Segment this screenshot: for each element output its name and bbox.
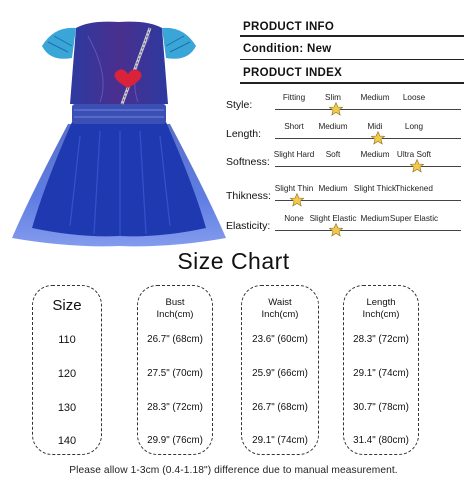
divider [240, 59, 464, 60]
attribute-option: Medium [318, 184, 348, 193]
waist-header-unit: Inch(cm) [261, 309, 299, 320]
product-info-heading: PRODUCT INFO [243, 21, 335, 33]
attribute-option: Super Elastic [389, 214, 439, 223]
attribute-option: Thickened [395, 184, 433, 193]
attribute-option: Medium [360, 93, 390, 102]
attribute-scale-line [275, 166, 461, 167]
dress-image [10, 6, 228, 248]
size-header: Size [52, 297, 82, 314]
attribute-option: Loose [402, 93, 426, 102]
attribute-option: Medium [360, 150, 390, 159]
bust-header-title: Bust [165, 297, 185, 308]
attribute-option: Soft [325, 150, 341, 159]
attribute-option: Slight Elastic [309, 214, 357, 223]
measurement-footnote: Please allow 1-3cm (0.4-1.18") difference due to manual measurement. [69, 465, 398, 476]
attribute-scale-line [275, 138, 461, 139]
star-icon [290, 193, 304, 207]
size-cell: 140 [57, 435, 77, 447]
condition-text: Condition: New [243, 43, 332, 55]
length-cell: 29.1" (74cm) [353, 368, 409, 379]
attribute-label: Thikness: [226, 190, 271, 202]
attribute-scale-line [275, 230, 461, 231]
size-column-card [32, 285, 102, 455]
waist-cell: 26.7" (68cm) [252, 402, 308, 413]
attribute-option: Ultra Soft [396, 150, 432, 159]
size-cell: 110 [58, 334, 76, 346]
divider [240, 82, 464, 84]
attribute-option: Medium [318, 122, 348, 131]
bust-cell: 28.3" (72cm) [147, 402, 203, 413]
attribute-label: Length: [226, 128, 262, 140]
bust-cell: 29.9" (76cm) [147, 435, 203, 446]
size-cell: 130 [57, 402, 77, 414]
attribute-label: Style: [226, 99, 253, 111]
length-header-unit: Inch(cm) [362, 309, 400, 320]
attribute-scale-line [275, 109, 461, 110]
waist-cell: 29.1" (74cm) [252, 435, 308, 446]
length-column-card [343, 285, 419, 455]
waist-column-card [241, 285, 319, 455]
attribute-option: Slight Hard [273, 150, 315, 159]
attribute-label: Softness: [226, 156, 270, 168]
waist-cell: 25.9" (66cm) [252, 368, 308, 379]
attribute-option: Fitting [282, 93, 306, 102]
attribute-option: Slim [325, 93, 341, 102]
attribute-label: Elasticity: [226, 220, 271, 232]
bust-cell: 26.7" (68cm) [147, 334, 203, 345]
attribute-option: Long [404, 122, 424, 131]
bust-column-card [137, 285, 213, 455]
length-cell: 28.3" (72cm) [353, 334, 409, 345]
divider [240, 35, 464, 37]
waist-cell: 23.6" (60cm) [252, 334, 308, 345]
star-icon [329, 102, 343, 116]
size-cell: 120 [57, 368, 77, 380]
attribute-option: Medium [360, 214, 390, 223]
bust-header-unit: Inch(cm) [156, 309, 194, 320]
star-icon [371, 131, 385, 145]
bust-cell: 27.5" (70cm) [147, 368, 203, 379]
length-cell: 30.7" (78cm) [353, 402, 409, 413]
attribute-option: None [284, 214, 304, 223]
star-icon [410, 159, 424, 173]
attribute-option: Midi [367, 122, 383, 131]
star-icon [329, 223, 343, 237]
attribute-option: Slight Thin [274, 184, 314, 193]
length-header-title: Length [366, 297, 396, 308]
length-cell: 31.4" (80cm) [353, 435, 409, 446]
product-index-heading: PRODUCT INDEX [243, 67, 343, 79]
size-chart-title: Size Chart [177, 248, 290, 274]
attribute-option: Short [284, 122, 304, 131]
attribute-option: Slight Thick [353, 184, 397, 193]
waist-header-title: Waist [268, 297, 292, 308]
